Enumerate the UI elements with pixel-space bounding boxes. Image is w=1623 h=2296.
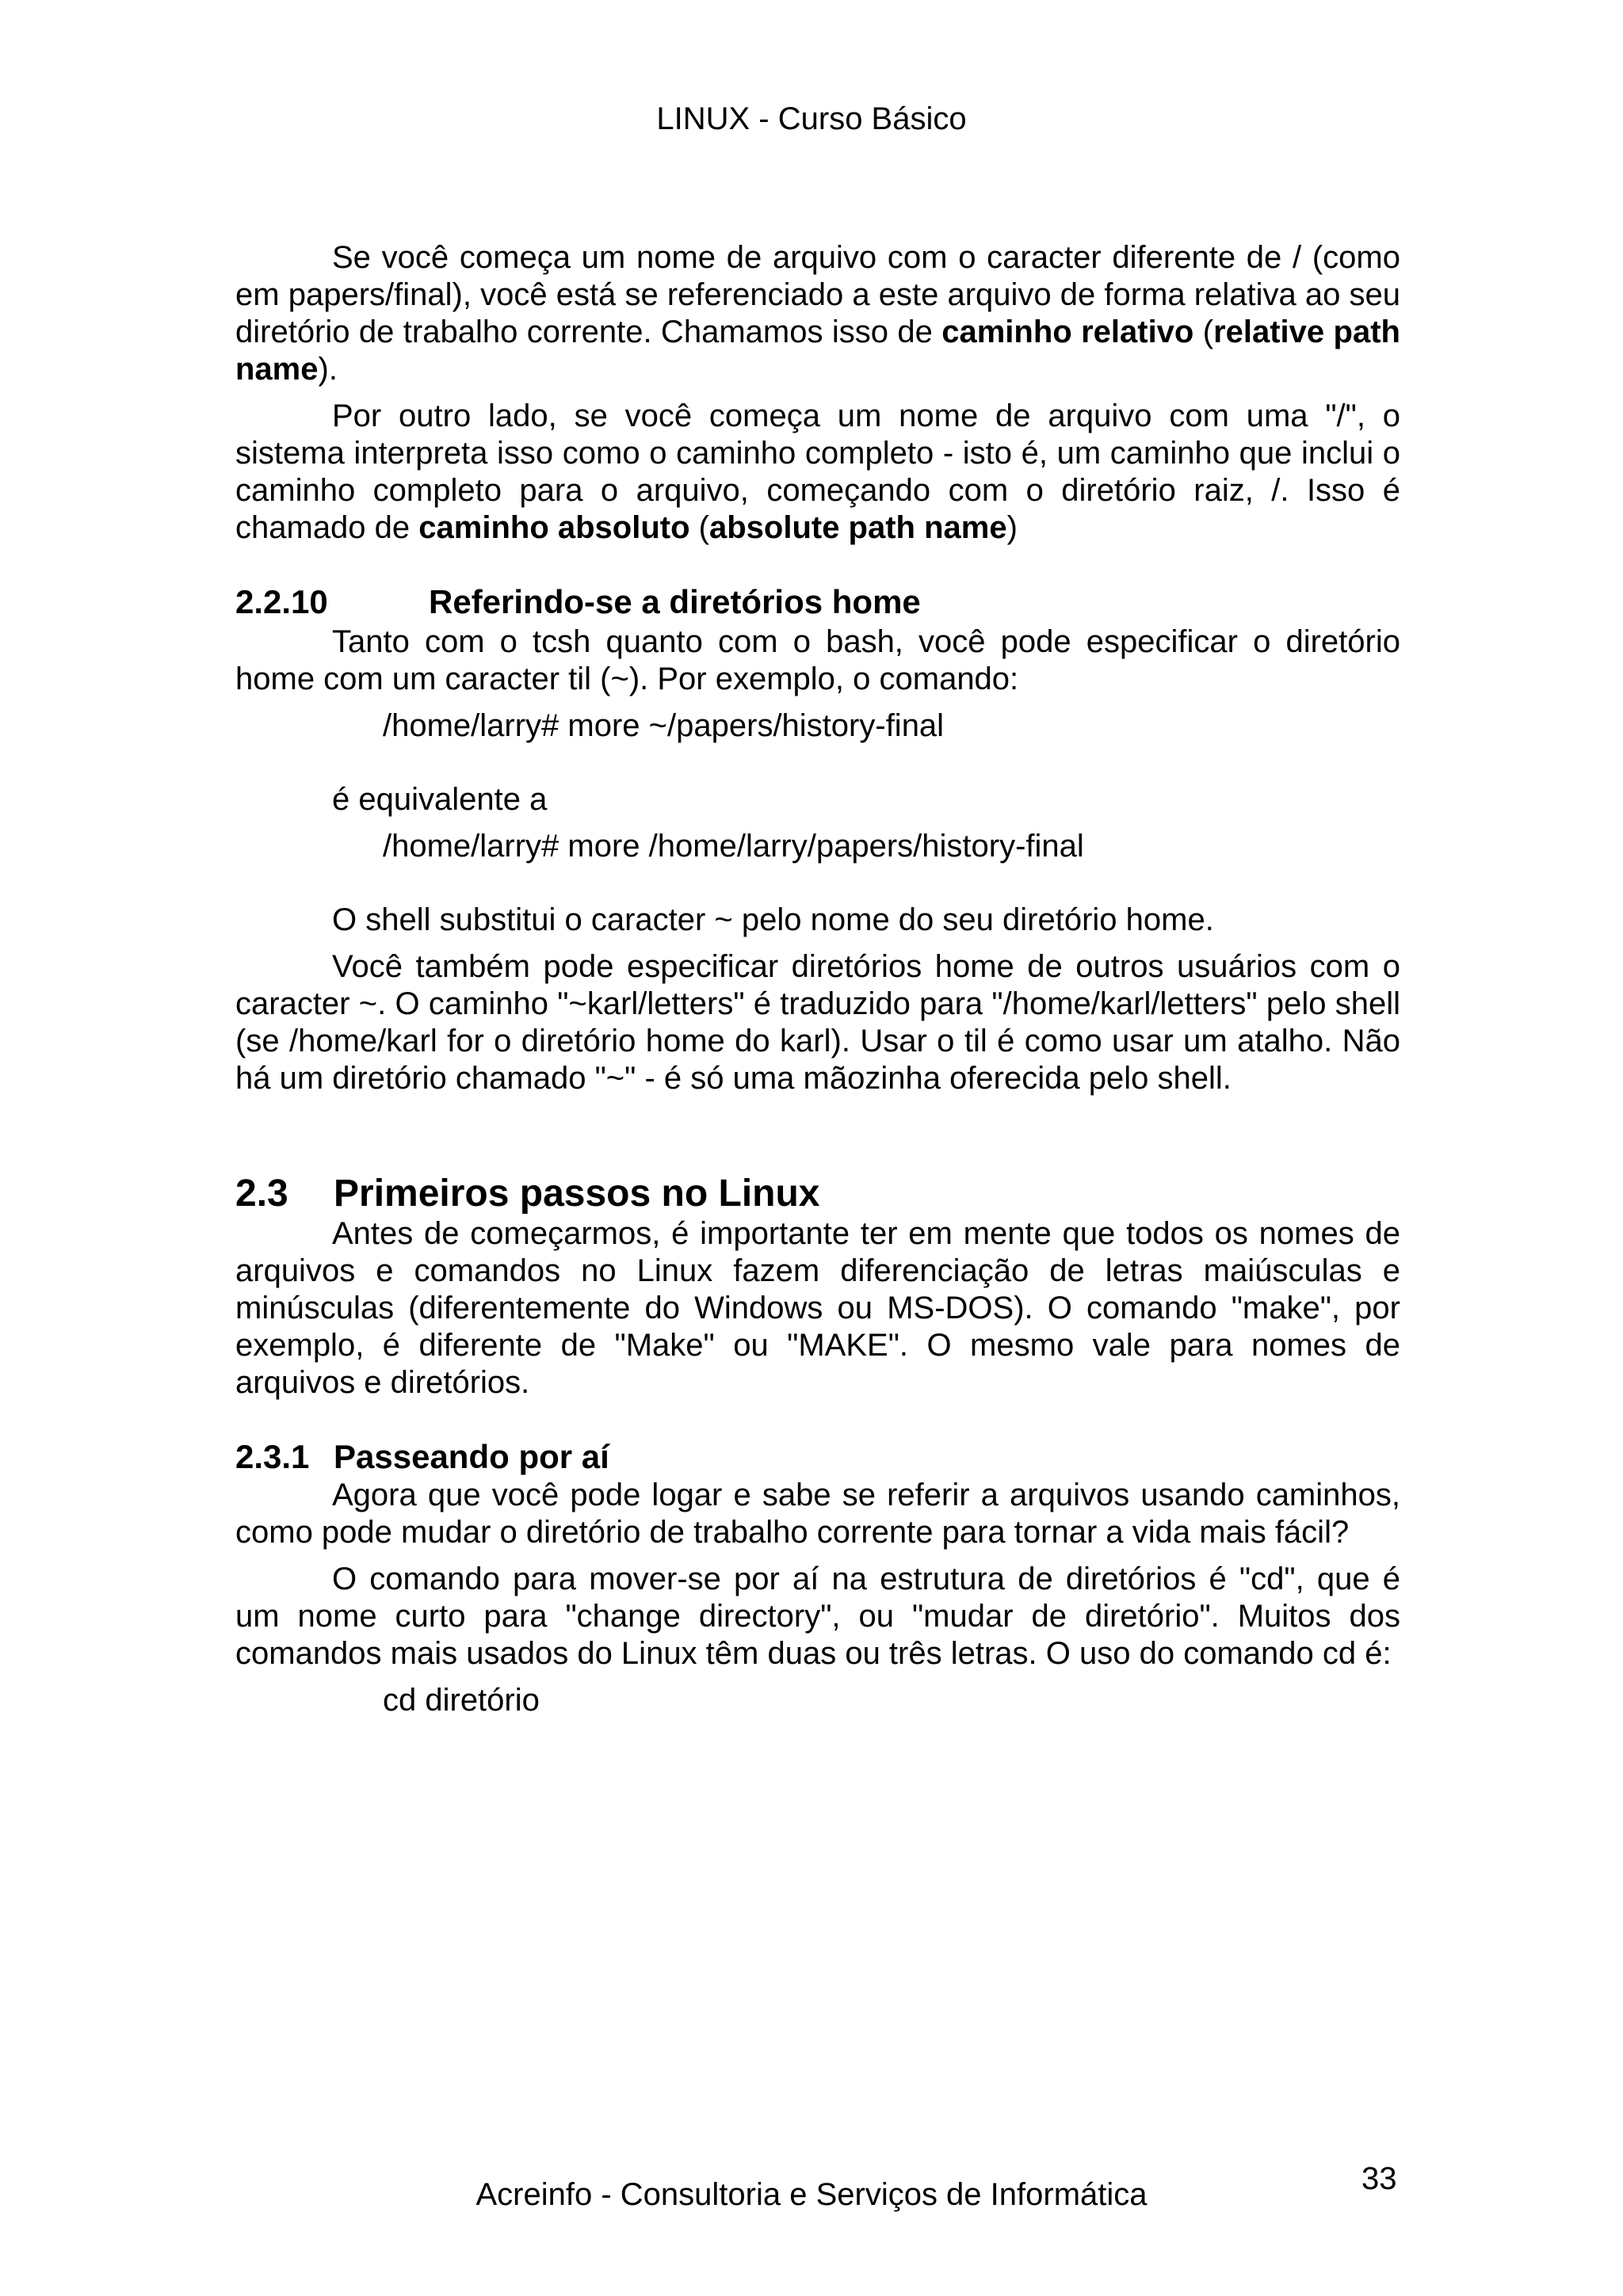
command-example: cd diretório — [383, 1683, 540, 1718]
paragraph-text: ) — [1006, 510, 1018, 545]
running-header: LINUX - Curso Básico — [656, 101, 967, 136]
paragraph-cd-command: O comando para mover-se por aí na estrutura de diretórios é "cd", que é um nome curto para "change directory", ou "mudar de diretório". Muitos dos comandos mais usados do Linux têm duas ou três letras. O uso do comando cd é: — [235, 1562, 1400, 1671]
paragraph-other-users-home: Você também pode especificar diretórios home de outros usuários com o caracter ~. O caminho "~karl/letters" é traduzido para "/home/karl/letters" pelo shell (se /home/karl for o diretório home do karl). Usar o til é como usar um atalho. Não há um diretório chamado "~" - é só uma mãozinha oferecida pelo shell. — [235, 949, 1400, 1096]
bold-term: caminho absoluto — [418, 510, 690, 545]
command-example: /home/larry# more /home/larry/papers/history-final — [383, 829, 1084, 864]
paragraph-equivalent: é equivalente a — [332, 782, 548, 817]
running-footer: Acreinfo - Consultoria e Serviços de Informática — [475, 2177, 1148, 2212]
section-title: Referindo-se a diretórios home — [429, 583, 921, 620]
section-title: Passeando por aí — [334, 1438, 609, 1475]
command-example: /home/larry# more ~/papers/history-final — [383, 708, 945, 743]
paragraph-shell-substitution: O shell substitui o caracter ~ pelo nome do seu diretório home. — [332, 902, 1214, 937]
section-number: 2.3.1 — [235, 1438, 310, 1475]
paragraph-home-tilde: Tanto com o tcsh quanto com o bash, você pode especificar o diretório home com um caracter til (~). Por exemplo, o comando: — [235, 624, 1400, 696]
paragraph-absolute-path — [235, 398, 1400, 547]
paragraph-text: Se você começa um nome de arquivo com o caracter diferente de / (como em papers/final), você está se referenciado a este arquivo de forma relativa ao seu diretório de trabalho corrente. Chamamos isso de — [235, 240, 1400, 349]
bold-term: relative path name — [235, 315, 1400, 387]
section-number: 2.2.10 — [235, 583, 328, 620]
page-number: 33 — [1361, 2161, 1397, 2196]
section-number: 2.3 — [235, 1173, 288, 1215]
section-heading-2-3 — [235, 1173, 1400, 1215]
section-heading-2-2-10 — [235, 583, 1400, 620]
bold-term: absolute path name — [708, 510, 1007, 545]
paragraph-text: ( — [689, 510, 709, 545]
bold-term: caminho relativo — [941, 315, 1194, 349]
paragraph-case-sensitivity: Antes de começarmos, é importante ter em mente que todos os nomes de arquivos e comandos no Linux fazem diferenciação de letras maiúsculas e minúsculas (diferentemente do Windows ou MS-DOS). O comando "make", por exemplo, é diferente de "Make" ou "MAKE". O mesmo vale para nomes de arquivos e diretórios. — [235, 1216, 1400, 1400]
paragraph-moving-around: Agora que você pode logar e sabe se referir a arquivos usando caminhos, como pode mudar o diretório de trabalho corrente para tornar a vida mais fácil? — [235, 1478, 1400, 1550]
paragraph-text: ). — [318, 352, 338, 387]
paragraph-relative-path — [235, 239, 1400, 388]
paragraph-text: Por outro lado, se você começa um nome de arquivo com uma "/", o sistema interpreta isso como o caminho completo - isto é, um caminho que inclui o caminho completo para o arquivo, começando com o diretório raiz, /. Isso é chamado de — [235, 399, 1400, 545]
section-heading-2-3-1 — [235, 1438, 1400, 1475]
section-title: Primeiros passos no Linux — [334, 1173, 820, 1215]
paragraph-text: ( — [1193, 315, 1214, 349]
main-content — [235, 239, 1400, 1719]
